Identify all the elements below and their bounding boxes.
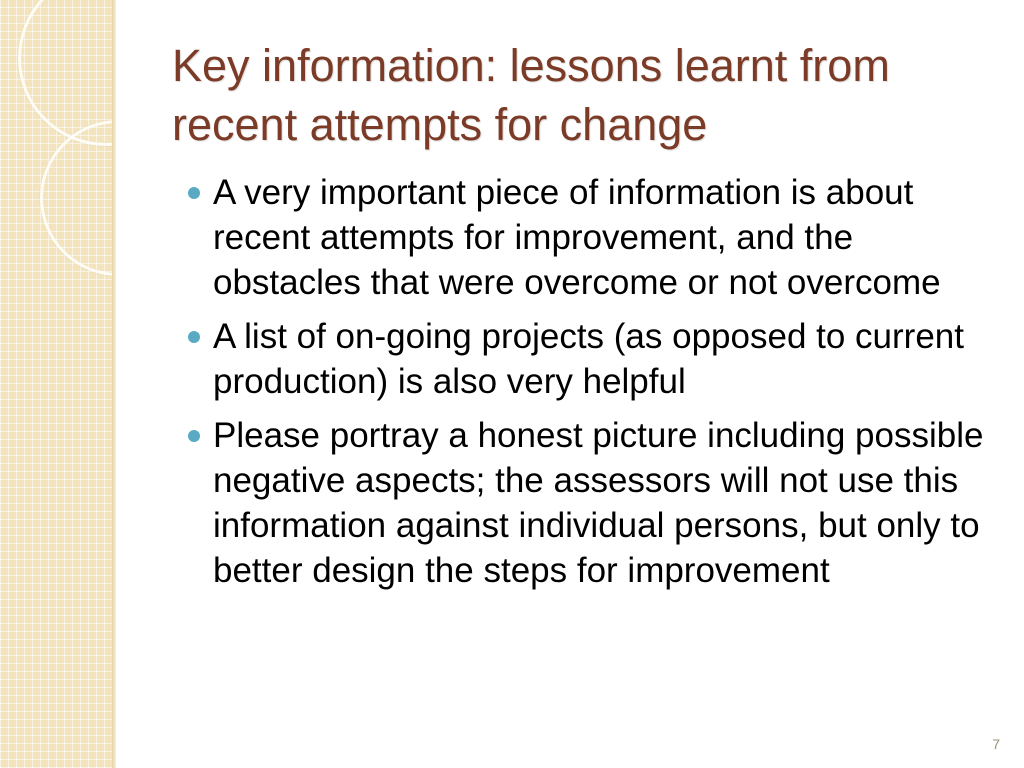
slide-title: Key information: lessons learnt from recent attempts for change	[172, 40, 890, 150]
bullet-text: A list of on-going projects (as opposed to current production) is also very helpful	[213, 317, 964, 401]
bullet-item	[188, 413, 1003, 593]
bullet-text: Please portray a honest picture including possible negative aspects; the assessors will not use this information against individual persons, but only to better design the steps for improvement	[213, 416, 984, 590]
bullet-text: A very important piece of information is about recent attempts for improvement, and the obstacles that were overcome or not overcome	[213, 173, 941, 302]
bullet-item	[188, 314, 1003, 404]
slide-page-number: 7	[992, 736, 1000, 752]
bullet-item	[188, 170, 1003, 305]
side-panel-edge	[112, 0, 116, 768]
bullet-dot-icon	[188, 331, 200, 343]
bullet-dot-icon	[188, 430, 200, 442]
decorative-ring	[40, 120, 112, 276]
bullet-list	[188, 170, 1003, 602]
decorative-side-panel	[0, 0, 112, 768]
bullet-dot-icon	[188, 187, 200, 199]
